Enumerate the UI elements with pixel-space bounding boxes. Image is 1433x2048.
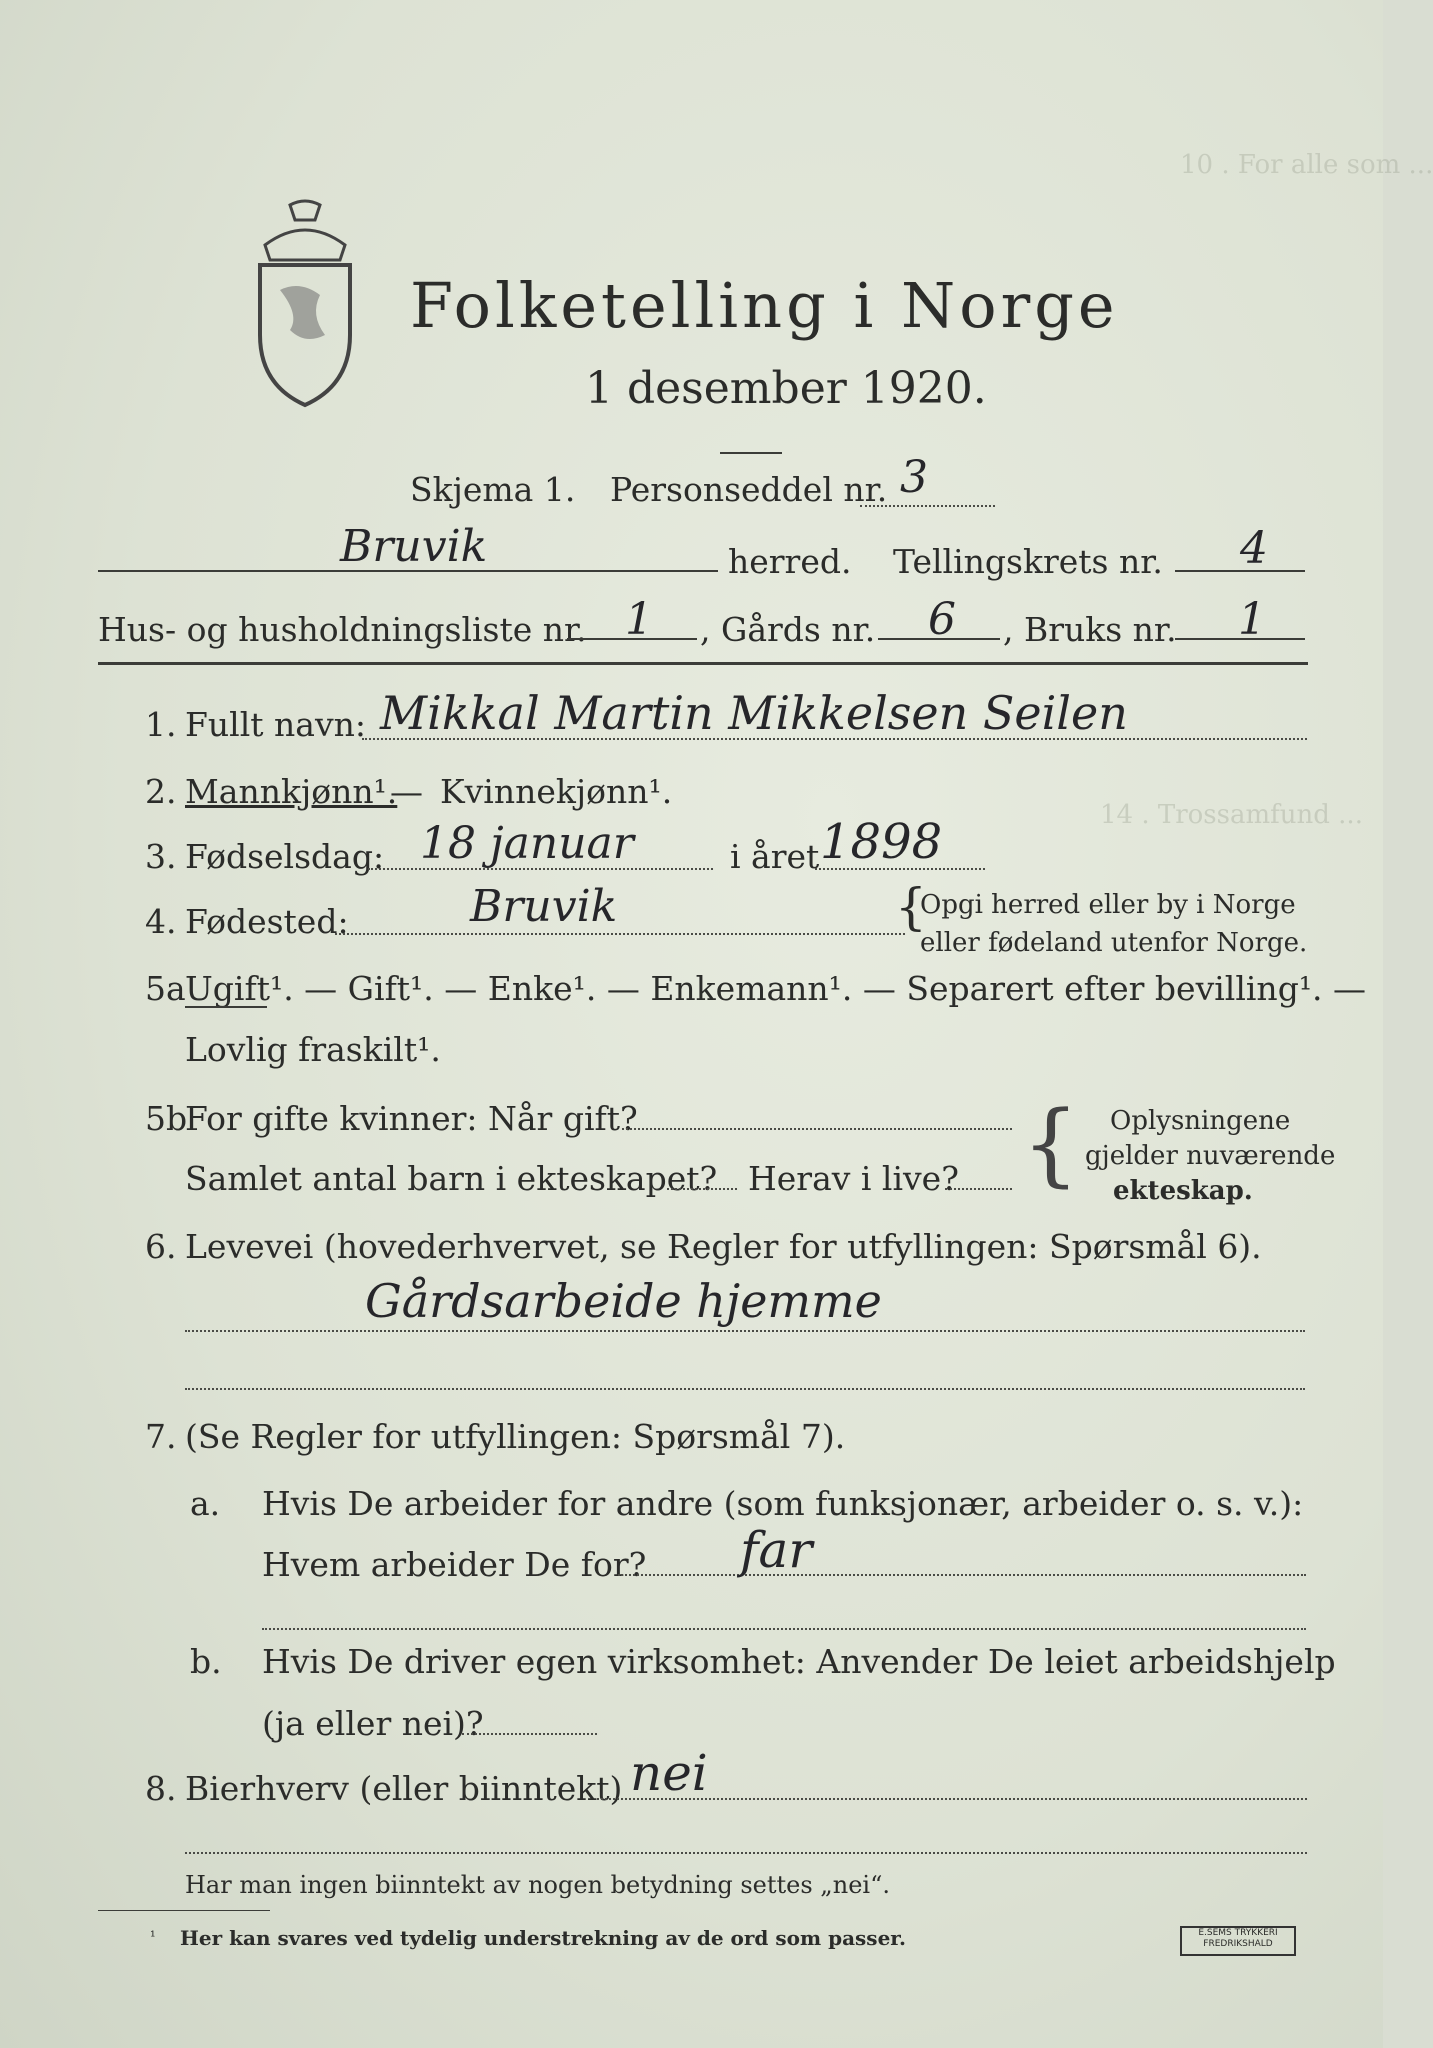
q3-number: 3.: [145, 837, 177, 876]
marital-status-options-2: Lovlig fraskilt¹.: [185, 1030, 441, 1069]
hus-number: 1: [625, 594, 653, 645]
q5a-number: 5a: [145, 969, 186, 1008]
birthplace-value: Bruvik: [470, 881, 618, 932]
gender-separator: —: [390, 772, 423, 811]
gards-number: 6: [928, 594, 956, 645]
q1-label: Fullt navn:: [185, 705, 366, 744]
person-label: Personseddel nr.: [610, 470, 888, 509]
birthplace-note-1: Opgi herred eller by i Norge: [920, 890, 1296, 920]
brace-icon: {: [895, 878, 927, 936]
year-label: i året: [730, 837, 820, 876]
q6-number: 6.: [145, 1227, 177, 1266]
q1-number: 1.: [145, 705, 177, 744]
q7b-letter: b.: [190, 1642, 222, 1681]
q4-label: Fødested:: [185, 902, 349, 941]
full-name-value: Mikkal Martin Mikkelsen Seilen: [380, 686, 1128, 740]
q4-number: 4.: [145, 902, 177, 941]
ugift-underline: [185, 1006, 267, 1008]
footnote-mark: ¹: [150, 1929, 156, 1945]
krets-label: Tellingskrets nr.: [893, 542, 1163, 581]
employer-value: far: [740, 1521, 813, 1579]
q2-number: 2.: [145, 772, 177, 811]
person-number: 3: [900, 452, 928, 503]
herred-label: herred.: [728, 542, 852, 581]
printer-stamp: E.SEMS TRYKKERI FREDRIKSHALD: [1180, 1926, 1296, 1956]
bruks-number: 1: [1238, 594, 1266, 645]
marital-status-options: Ugift¹. — Gift¹. — Enke¹. — Enkemann¹. — Separert efter bevilling¹. —: [185, 969, 1367, 1008]
coat-of-arms-icon: [250, 200, 360, 410]
brace-icon: {: [1022, 1092, 1080, 1197]
marriage-note-3: ekteskap.: [1113, 1176, 1253, 1206]
footnote-text: Her kan svares ved tydelig understrekning av de ord som passer.: [180, 1926, 906, 1950]
employer-label: Hvem arbeider De for?: [262, 1545, 647, 1584]
birth-year-value: 1898: [820, 814, 943, 870]
bleed-through: 14 . Trossamfund ...: [1100, 800, 1363, 830]
herred-value: Bruvik: [340, 521, 488, 572]
krets-number: 4: [1240, 523, 1268, 574]
q7b-line1: Hvis De driver egen virksomhet: Anvender De leiet arbeidshjelp: [262, 1642, 1336, 1681]
q7b-line2: (ja eller nei)?: [262, 1704, 484, 1743]
occupation-value: Gårdsarbeide hjemme: [365, 1274, 882, 1328]
bleed-through: 10 . For alle som ...: [1180, 150, 1433, 180]
children-alive-label: Herav i live?: [748, 1159, 959, 1198]
birth-date-value: 18 januar: [420, 818, 634, 869]
hus-label: Hus- og husholdningsliste nr.: [98, 610, 587, 649]
q8-number: 8.: [145, 1769, 177, 1808]
q7-label: (Se Regler for utfyllingen: Spørsmål 7).: [185, 1417, 846, 1456]
marriage-note-2: gjelder nuværende: [1085, 1141, 1336, 1171]
q7a-letter: a.: [190, 1484, 221, 1523]
q7-number: 7.: [145, 1417, 177, 1456]
q7a-line1: Hvis De arbeider for andre (som funksjonær, arbeider o. s. v.):: [262, 1484, 1304, 1523]
gender-male-option: Mannkjønn¹.: [185, 772, 398, 811]
gender-female-option: Kvinnekjønn¹.: [440, 772, 673, 811]
children-count-label: Samlet antal barn i ekteskapet?: [185, 1159, 718, 1198]
footer-note: Har man ingen biinntekt av nogen betydning settes „nei“.: [185, 1871, 890, 1899]
gards-label: , Gårds nr.: [700, 610, 876, 649]
occupation-label: Levevei (hovederhvervet, se Regler for utfyllingen: Spørsmål 6).: [185, 1227, 1262, 1266]
married-when-label: For gifte kvinner: Når gift?: [185, 1099, 638, 1138]
bruks-label: , Bruks nr.: [1003, 610, 1177, 649]
section-rule: [98, 662, 1308, 665]
form-title: Folketelling i Norge: [410, 269, 1119, 342]
form-date: 1 desember 1920.: [585, 363, 987, 414]
side-income-value: nei: [630, 1744, 708, 1802]
schema-label: Skjema 1.: [410, 470, 576, 509]
marriage-note-1: Oplysningene: [1110, 1106, 1291, 1136]
q5b-number: 5b: [145, 1099, 188, 1138]
birthplace-note-2: eller fødeland utenfor Norge.: [920, 928, 1308, 958]
divider: [720, 452, 782, 454]
side-income-label: Bierhverv (eller biinntekt): [185, 1769, 623, 1808]
q3-label: Fødselsdag:: [185, 837, 385, 876]
